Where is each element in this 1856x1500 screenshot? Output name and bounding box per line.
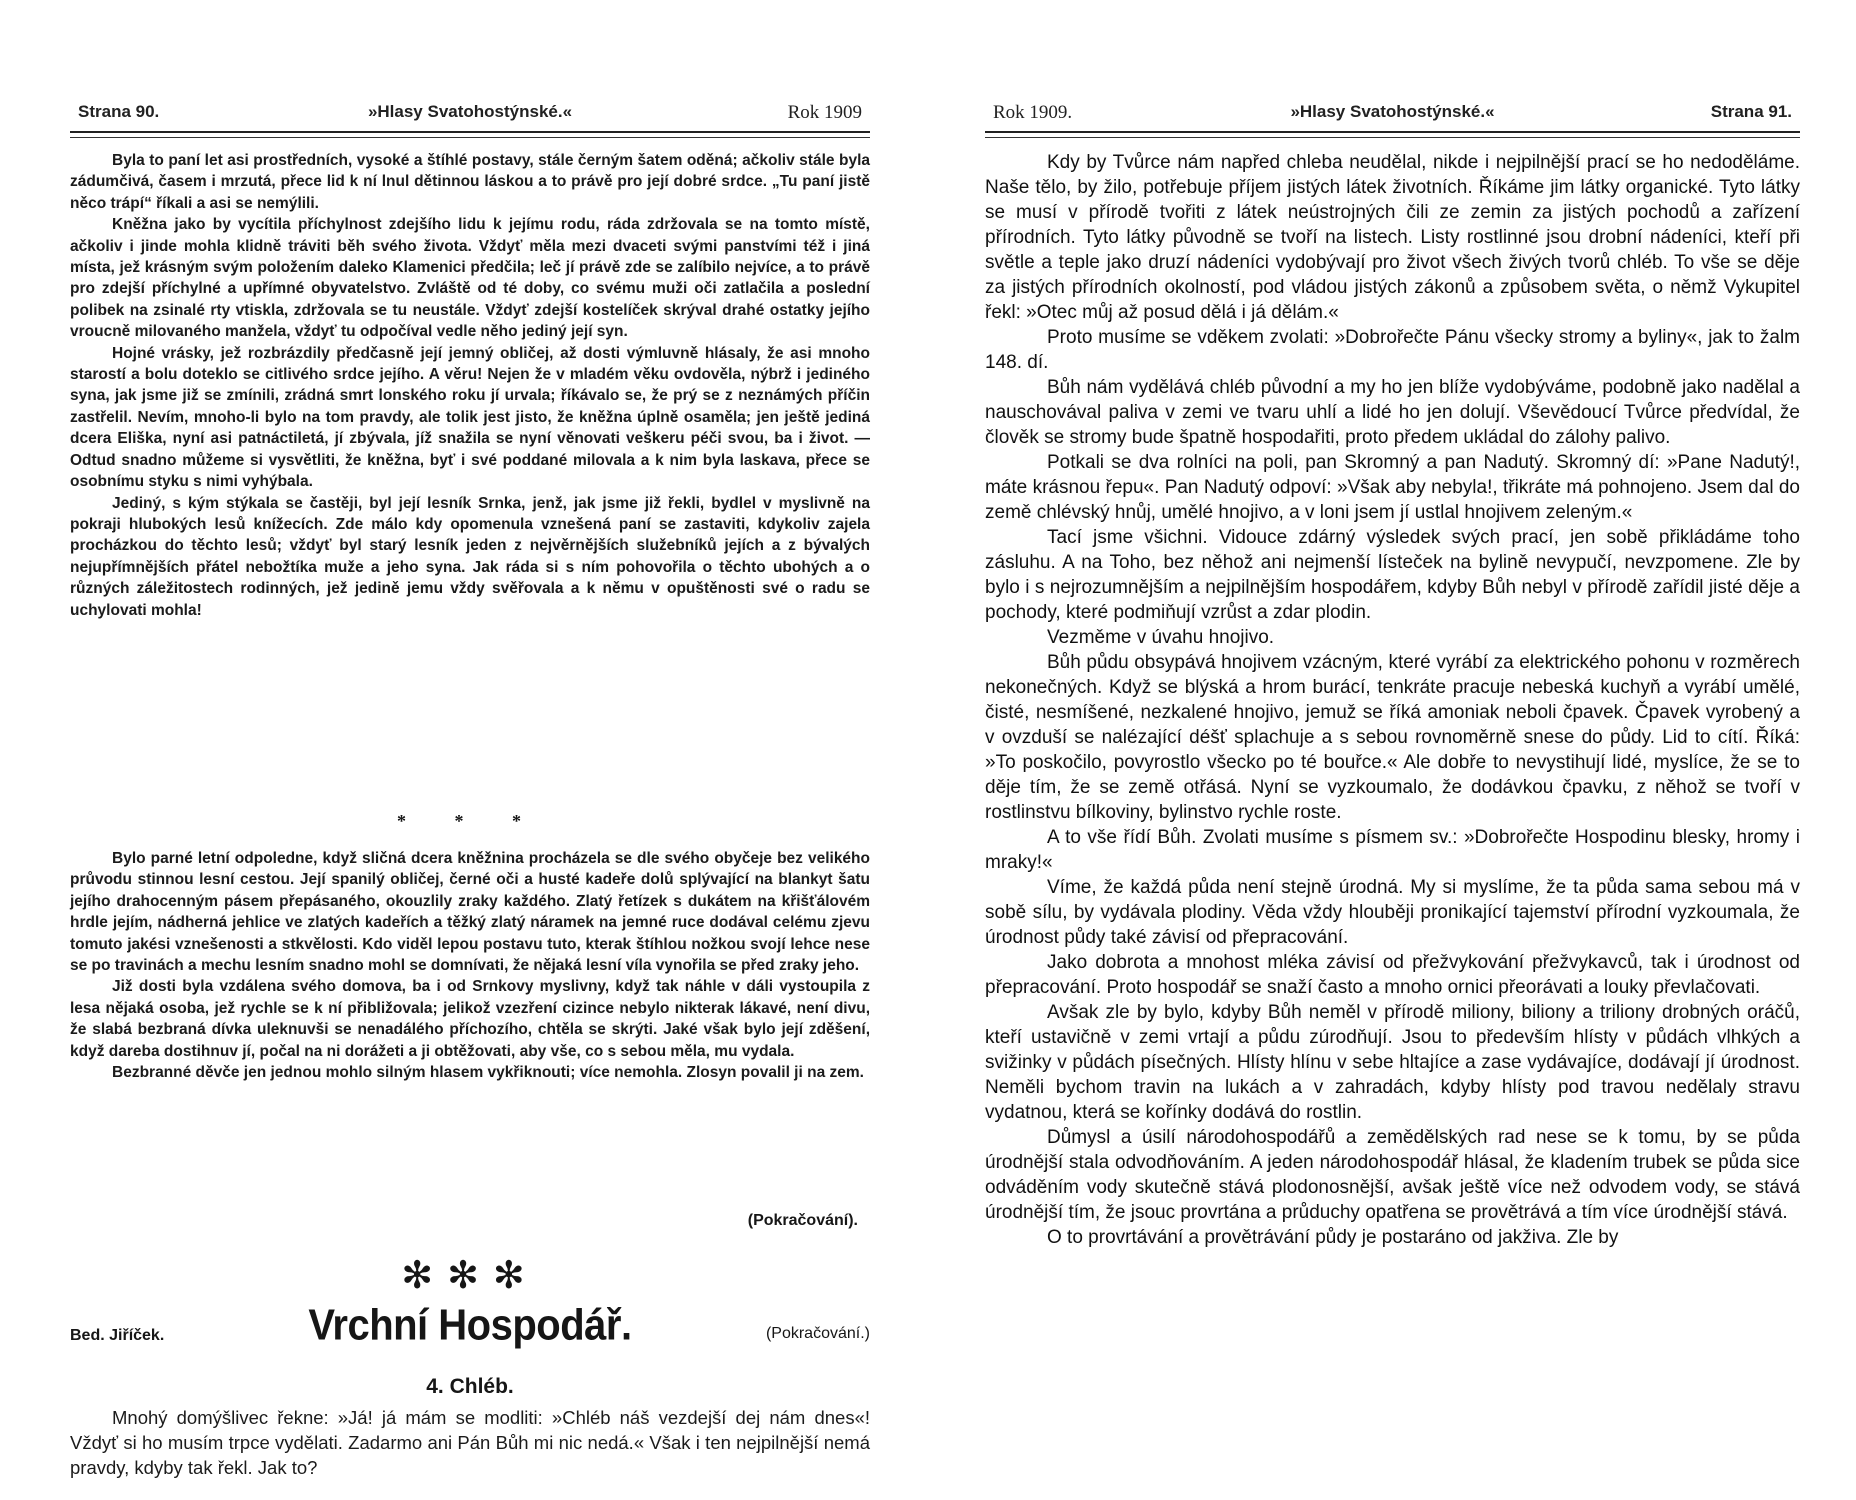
article-text (70, 1405, 870, 1480)
header-rule (70, 131, 870, 133)
page-header (70, 102, 870, 128)
paragraph: Bylo parné letní odpoledne, když sličná dcera kněžnina procházela se dle svého obyčeje bez velikého průvodu stinnou lesní cestou. Její spanilý obličej, černé oči a husté kadeře dolů splývající na blankyt šatu jejího drahocenným pásem přepásaného, okouzlily zraky každého. Zlatý řetízek s dukátem na křišťálovém hrdle jejím, nádherná jehlice ve zlatých kadeřích a těžký zlatý náramek na jemné ruce dodával celému zjevu tomuto jakési vznešenosti a stkvělosti. Kdo viděl lepou postavu tuto, kterak štíhlou nožkou svojí lehce nese se po travinách a mechu lesním snadno mohl se domnívati, že nějaká lesní víla vynořila se před zraky jeho. (70, 850, 870, 975)
paragraph: Tací jsme všichni. Vidouce zdárný výsledek svých prací, jen sobě přikládáme toho zásluhu. A na Toho, bez něhož ani nejmenší lísteček na bylině nevypučí, nevzpomene. Zle by bylo i s nejrozumnějším a nejpilnějším hospodářem, kdyby Bůh nebyl v přírodě zařídil jisté děje a pochody, které podmiňují vzrůst a zdar plodin. (985, 527, 1800, 623)
year-label: Rok 1909 (787, 102, 862, 123)
story-text-continued (70, 848, 870, 1083)
article-heading (70, 1300, 870, 1359)
paragraph: Byla to paní let asi prostředních, vysoké a štíhlé postavy, stále černým šatem oděná; ačkoliv stále byla zádumčivá, časem i mrzutá, přece lid k ní lnul dětinnou láskou a to právě pro její dobré srdce. „Tu paní jistě něco trápí“ říkali a asi se nemýlili. (70, 152, 870, 212)
article-continuation: (Pokračování.) (765, 1325, 870, 1342)
paragraph: Již dosti byla vzdálena svého domova, ba i od Srnkovy myslivny, když tak náhle v dáli vystoupila z lesa nějaká osoba, jež rychle se k ní přibližovala; jelikož vzezření cizince nebylo nikterak lákavé, není divu, že slabá bezbraná dívka uleknuvši se nenadálého příchozího, chtěla se skrýti. Jaké však bylo její zděšení, když dareba dostihnuv jí, počal na ni dorážeti a ji obtěžovati, aby vše, co s sebou měla, mu vydala. (70, 978, 870, 1060)
paragraph: Proto musíme se vděkem zvolati: »Dobrořečte Pánu všecky stromy a byliny«, jak to žalm 148. dí. (985, 327, 1800, 373)
right-page (985, 0, 1800, 1500)
paragraph: A to vše řídí Bůh. Zvolati musíme s písmem sv.: »Dobrořečte Hospodinu blesky, hromy i mraky!« (985, 827, 1800, 873)
paragraph: Jako dobrota a mnohost mléka závisí od přežvykování přežvykavců, tak i úrodnost od přepracování. Proto hospodář se snaží často a mnoho ornici přeorávati a louky převlačovati. (985, 952, 1800, 998)
header-rule-thin (985, 137, 1800, 138)
paragraph: Mnohý domýšlivec řekne: »Já! já mám se modliti: »Chléb náš vezdejší dej nám dnes«! Vždyť si ho musím trpce vydělati. Zadarmo ani Pán Bůh mi nic nedá.« Však i ten nejpilnější nemá pravdy, kdyby tak řekl. Jak to? (70, 1407, 870, 1478)
journal-title: »Hlasy Svatohostýnské.« (1290, 102, 1495, 121)
paragraph: O to provrtávání a provětrávání půdy je postaráno od jakživa. Zle by (1047, 1227, 1619, 1248)
header-rule-thin (70, 137, 870, 138)
section-divider-stars: * * * (397, 811, 543, 831)
paragraph: Hojné vrásky, jež rozbrázdily předčasně její jemný obličej, až dosti výmluvně hlásaly, že asi mnoho starostí a bolu doteklo se citlivého srdce jejího. A věru! Nejen že v mladém věku ovdověla, nýbrž i jediného syna, jak jsme již se zmínili, zrádná smrt lonského roku jí urvala; říkávalo se, že prý se z neznámých příčin zastřelil. Nevím, mnoho-li bylo na tom pravdy, ale tolik jest jisto, že kněžna úplně osaměla; jen ještě jediná dcera Eliška, nyní asi patnáctiletá, jí zbývala, jíž snažila se nyní věnovati veškeru péči svou, ba i život. — Odtud snadno můžeme si vysvětliti, že kněžna, byť i své poddané milovala a k nim byla laskava, přece se osobnímu styku s nimi vyhýbala. (70, 344, 870, 491)
article-author: Bed. Jiříček. (70, 1327, 165, 1344)
paragraph: Kněžna jako by vycítila příchylnost zdejšího lidu k jejímu rodu, ráda zdržovala se na tomto místě, ačkoliv i jinde mohla klidně tráviti běh svého života. Vždyť měla mezi dvaceti svými panstvími též i jiná místa, jež krásným svým položením daleko Klamenici předčila; leč jí právě zde se zalíbilo nejvíce, a to právě pro zdejší příchylné a upřímné obyvatelstvo. Zvláště od té doby, co svému muži oči zatlačila a poslední polibek na zsinalé rty vtiskla, zdržovala se tu neustále. Vždyť zdejší kostelíček skrýval drahé ostatky jejího vroucně milovaného manžela, vždyť tu odpočíval vedle něho jediný její syn. (70, 216, 870, 341)
continuation-note: (Pokračování). (747, 1212, 858, 1229)
paragraph: Bůh půdu obsypává hnojivem vzácným, které vyrábí za elektrického pohonu v rozměrech nekonečných. Když se blýská a hrom burácí, tenkráte pracuje nebeská kuchyň a vyrábí umělé, čisté, nesmíšené, nezkalené hnojivo, jemuž se říká amoniak neboli čpavek. Čpavek vyrobený a v ovzduší se nalézající déšť splachuje a s sebou rovnoměrně snese do půdy. Lid to cítí. Říká: »To poskočilo, povyrostlo všecko po té bouřce.« Ale dobře to nevystihují lidé, myslíce, že se to děje tím, že se země otřásá. Nyní se vyzkoumalo, že dodávkou čpavku, z něhož se tvoří v rostlinstvu bílkoviny, bylinstvo rychle roste. (985, 652, 1800, 823)
story-text (70, 150, 870, 621)
article-title: Vrchní Hospodář. (308, 1300, 632, 1350)
paragraph: Víme, že každá půda není stejně úrodná. My si myslíme, že ta půda sama sebou má v sobě sílu, by vydávala plodiny. Věda vždy hlouběji pronikající tajemství přírodní vyzkoumala, že úrodnost půdy také závisí od přepracování. (985, 877, 1800, 948)
header-rule (985, 131, 1800, 133)
paragraph: Avšak zle by bylo, kdyby Bůh neměl v přírodě miliony, biliony a triliony drobných oráčů, kteří ustavičně v zemi vrtají a půdu zúrodňují. Jsou to především hlísty v půdách vlhkých a svižinky v půdách písečných. Hlísty hlínu v sebe hltajíce a zase vydávajíce, dodávají jí úrodnost. Neměli bychom travin na lukách a v zahradách, kdyby hlísty pod travou nedělaly stravu vydatnou, která se kořínky dodává do rostlin. (985, 1002, 1800, 1123)
paragraph: Bezbranné děvče jen jednou mohlo silným hlasem vykřiknouti; více nemohla. Zlosyn povalil ji na zem. (112, 1064, 864, 1082)
year-label: Rok 1909. (993, 102, 1073, 123)
paragraph: Potkali se dva rolníci na poli, pan Skromný a pan Nadutý. Skromný dí: »Pane Nadutý!, máte krásnou řepu«. Pan Nadutý odpoví: »Však aby nebyla!, třikráte má pohnojeno. Jsem dal do země chlévský hnůj, umělé hnojivo, a v loni jsem jí ustlal hnojivem zeleným.« (985, 452, 1800, 523)
left-page (70, 0, 870, 1500)
ornament-asterisks: ✻✻✻ (401, 1255, 539, 1297)
section-title: 4. Chléb. (426, 1375, 514, 1398)
paragraph: Jediný, s kým stýkala se častěji, byl její lesník Srnka, jenž, jak jsme již řekli, bydlel v myslivně na pokraji hlubokých lesů knížecích. Zde málo kdy opomenula vznešená paní se zastaviti, kdykoliv zajela procházkou do těchto lesů; vždyť byl starý lesník jeden z nejvěrnějších služebníků jejích a z bývalých nejupřímnějších přátel nebožtíka muže a jeho syna. Jak ráda si s ním pohovořila o těchto ubohých a o různých záležitostech rodinných, jež jedině jemu vždy svěřovala a k němu v opuštěnosti své o radu se uchylovati mohla! (70, 494, 870, 619)
paragraph: Vezměme v úvahu hnojivo. (1047, 627, 1275, 648)
paragraph: Důmysl a úsilí národohospodářů a zemědělských rad nese se k tomu, by se půda úrodnější stala odvodňováním. A jeden národohospodář hlásal, že kladením trubek se půda sice odváděním vody skutečně stává plodonosnější, avšak ještě více než odvodem vody, se stává úrodnější tím, že jsouc provrtána a průduchy opatřena se provětrává a tím více úrodnější stává. (985, 1127, 1800, 1223)
article-text (985, 150, 1800, 1250)
paragraph: Bůh nám vydělává chléb původní a my ho jen blíže vydobýváme, podobně jako nadělal a nauschovával paliva v zemi ve tvaru uhlí a lidé ho jen dolují. Vševědoucí Tvůrce předvídal, že člověk se stromy bude špatně hospodařiti, proto předem ukládal do zálohy palivo. (985, 377, 1800, 448)
page-number: Strana 90. (78, 102, 160, 121)
page-header (985, 102, 1800, 128)
paragraph: Kdy by Tvůrce nám napřed chleba neudělal, nikde i nejpilnější prací se ho nedoděláme. Naše tělo, by žilo, potřebuje příjem jistých látek životních. Říkáme jim látky organické. Tyto látky se musí v přírodě tvořiti z látek neústrojných čili ze zemin za jistých pochodů a zařízení přírodních. Tyto látky původně se tvoří na listech. Listy rostlinné jsou drobní nádeníci, kteří při světle a teple jako druzí nádeníci vydobývají pro život všech živých tvorů chléb. To vše se děje za jistých přírodních okolností, pod vládou jistých zákonů a způsobem světa, o němž Vykupitel řekl: »Otec můj až posud dělá i já dělám.« (985, 152, 1800, 323)
page-number: Strana 91. (1710, 102, 1792, 121)
journal-title: »Hlasy Svatohostýnské.« (367, 102, 573, 121)
